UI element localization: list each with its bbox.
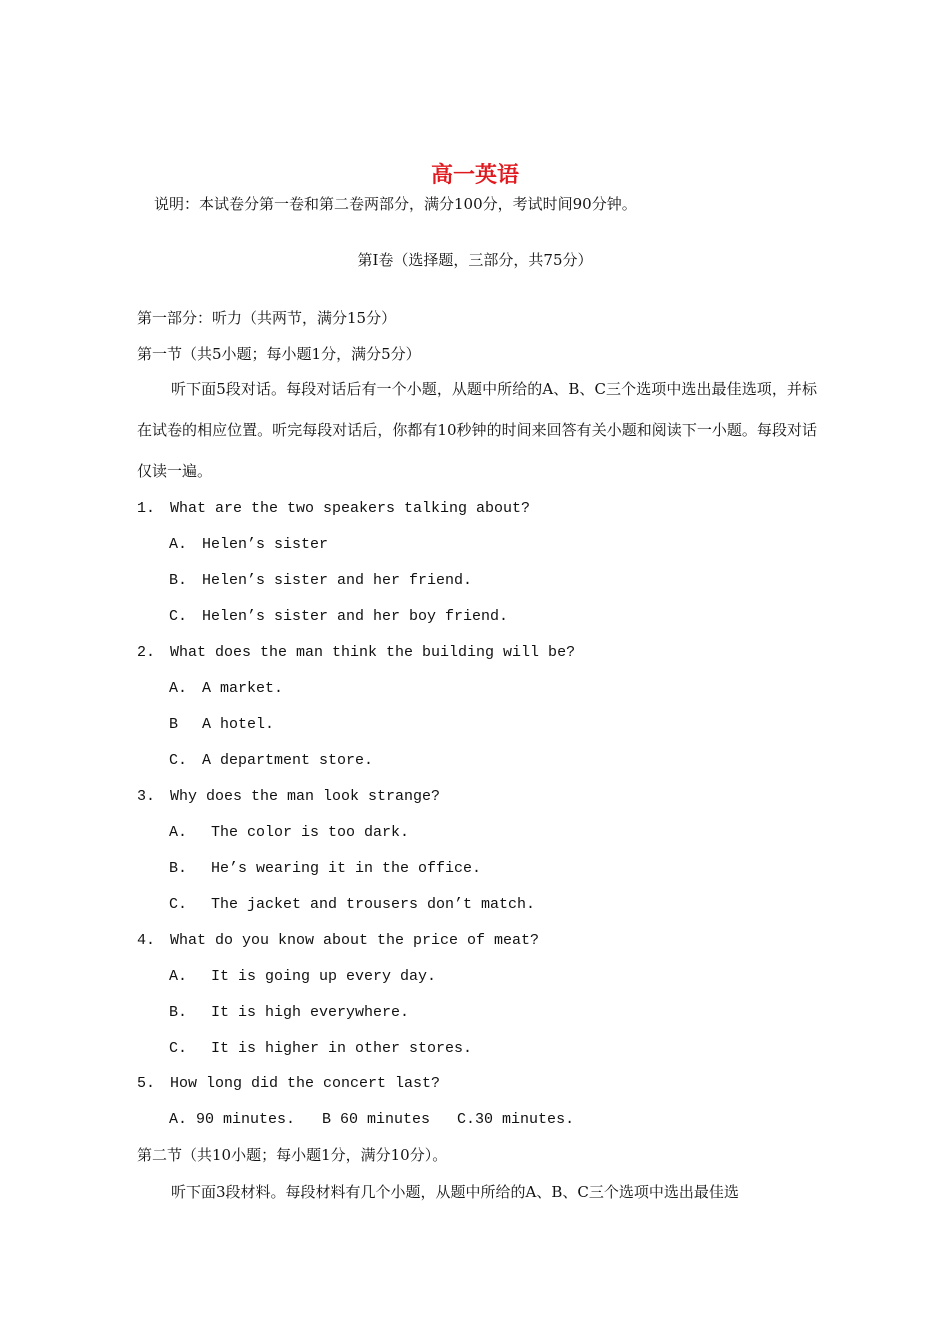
option-4a xyxy=(169,967,436,987)
question-2 xyxy=(137,643,575,663)
option-label: A. xyxy=(169,968,188,985)
question-text: What does the man think the building will be? xyxy=(170,644,576,661)
option-text: The jacket and trousers don’t match. xyxy=(202,896,536,913)
section2-instructions: 听下面3段材料。每段材料有几个小题，从题中所给的A、B、C三个选项中选出最佳选 xyxy=(171,1183,739,1201)
option-2b xyxy=(169,715,274,735)
options-5-inline: A. 90 minutes. B 60 minutes C.30 minutes. xyxy=(169,1111,575,1128)
option-2a xyxy=(169,679,283,699)
option-label: A. xyxy=(169,680,188,697)
option-label: B. xyxy=(169,860,188,877)
option-label: C. xyxy=(169,608,188,625)
option-text: The color is too dark. xyxy=(202,824,410,841)
question-text: Why does the man look strange? xyxy=(170,788,441,805)
option-3b xyxy=(169,859,481,879)
option-label: B xyxy=(169,716,179,733)
option-3c xyxy=(169,895,535,915)
option-4b xyxy=(169,1003,409,1023)
question-text: What do you know about the price of meat? xyxy=(170,932,540,949)
option-label: C. xyxy=(169,752,188,769)
option-1b xyxy=(169,571,472,591)
option-text: A market. xyxy=(202,680,284,697)
question-4 xyxy=(137,931,539,951)
option-text: Helen’s sister xyxy=(202,536,329,553)
question-5 xyxy=(137,1074,440,1094)
question-3 xyxy=(137,787,440,807)
option-text: A hotel. xyxy=(202,716,275,733)
option-1c xyxy=(169,607,508,627)
section2-heading: 第二节（共10小题；每小题1分，满分10分）。 xyxy=(137,1146,448,1164)
option-2c xyxy=(169,751,373,771)
option-text: It is going up every day. xyxy=(202,968,437,985)
question-text: What are the two speakers talking about? xyxy=(170,500,531,517)
option-1a xyxy=(169,535,328,555)
option-label: A. xyxy=(169,536,188,553)
option-text: Helen’s sister and her boy friend. xyxy=(202,608,509,625)
option-text: It is high everywhere. xyxy=(202,1004,410,1021)
question-text: How long did the concert last? xyxy=(170,1075,441,1092)
question-number: 3. xyxy=(137,788,156,805)
option-label: C. xyxy=(169,1040,188,1057)
question-number: 4. xyxy=(137,932,156,949)
option-4c xyxy=(169,1039,472,1059)
exam-note: 说明：本试卷分第一卷和第二卷两部分，满分100分，考试时间90分钟。 xyxy=(154,195,637,213)
section-heading: 第一节（共5小题；每小题1分，满分5分） xyxy=(137,345,421,363)
question-number: 5. xyxy=(137,1075,156,1092)
option-3a xyxy=(169,823,409,843)
page-title: 高一英语 xyxy=(430,163,519,188)
option-label: C. xyxy=(169,896,188,913)
question-number: 2. xyxy=(137,644,156,661)
option-text: A department store. xyxy=(202,752,374,769)
option-label: A. xyxy=(169,824,188,841)
question-1 xyxy=(137,499,530,519)
question-number: 1. xyxy=(137,500,156,517)
option-text: Helen’s sister and her friend. xyxy=(202,572,473,589)
option-text: It is higher in other stores. xyxy=(202,1040,473,1057)
option-text: He’s wearing it in the office. xyxy=(202,860,482,877)
option-label: B. xyxy=(169,572,188,589)
part-heading: 第一部分：听力（共两节，满分15分） xyxy=(137,309,397,327)
option-label: B. xyxy=(169,1004,188,1021)
section-instructions: 听下面5段对话。每段对话后有一个小题，从题中所给的A、B、C三个选项中选出最佳选项，并标在试卷的相应位置。听完每段对话后，你都有10秒钟的时间来回答有关小题和阅读下一小题。每段对话仅读一遍。 xyxy=(137,380,817,480)
volume-heading: 第I卷（选择题，三部分，共75分） xyxy=(357,251,593,269)
